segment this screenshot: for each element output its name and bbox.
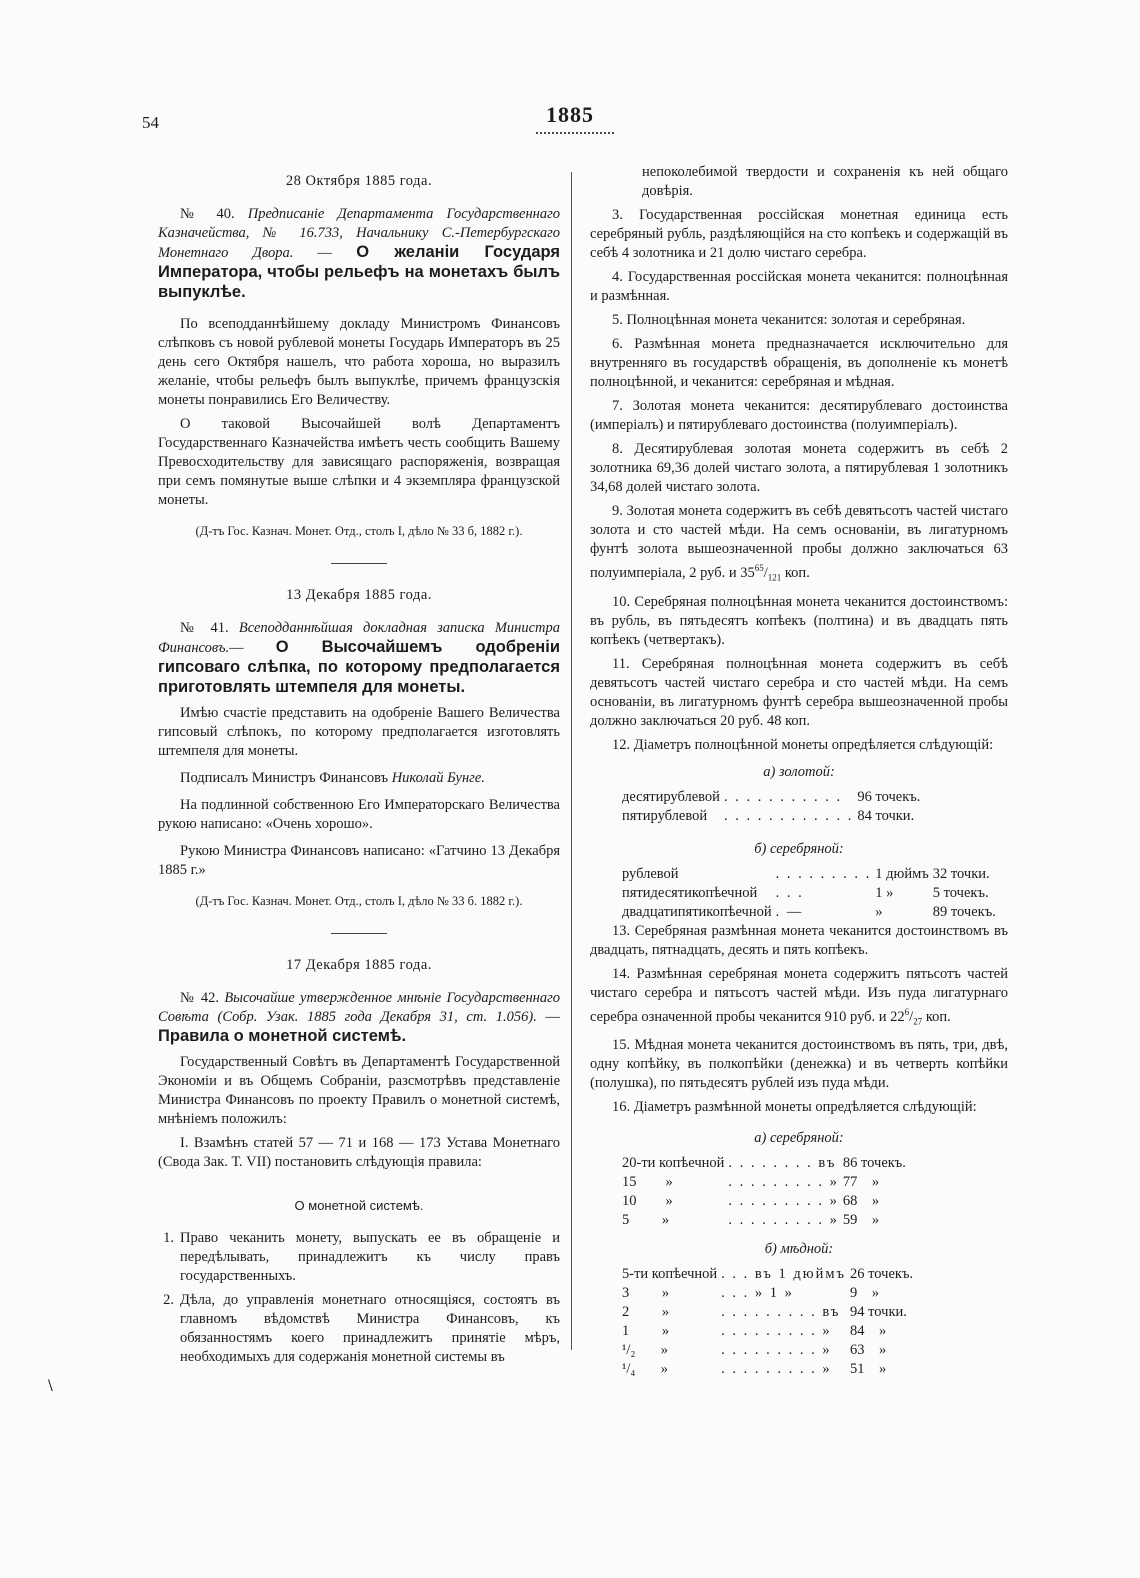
item-text: Право чеканить монету, выпускать ее въ обращеніе и передѣлывать, принадлежитъ къ числу правъ государственныхъ. [180,1230,560,1284]
cell: 5 » [622,1212,670,1229]
cell: 84 точки. [857,807,915,824]
subheading-copper: б) мѣдной: [764,1241,834,1258]
cell: . . . . . . . . . . . . [723,807,854,824]
cell: 10 » [622,1193,673,1210]
cell: . . . . . . . . . [775,865,872,882]
subheading-gold: а) золотой: [763,763,835,780]
text: 9. Золотая монета содержитъ въ себѣ девятьсотъ частей чистаго золота и сто частей мѣди. На семъ основаніи, въ лигатурномъ фунтѣ золота вышеозначенной пробы должно заключаться 63 полуимперіала, 2 руб. и 35 [590,503,1008,581]
cell: 63 » [850,1342,887,1359]
cell: 5-ти копѣечной [622,1266,718,1283]
table-row [620,1303,915,1322]
cell: 77 » [842,1174,880,1191]
item-number: 1. [163,1230,174,1246]
silver-small-diameter-table [620,1154,908,1230]
paragraph: 16. Діаметръ размѣнной монеты опредѣляется слѣдующій: [612,1099,977,1116]
doc-headline: Правила о монетной системѣ. [158,1027,407,1045]
cell: 20-ти копѣечной [622,1155,725,1172]
doc-headline: О Высочайшемъ одобреніи гипсоваго слѣпка, по которому предполагается приготовлять штемпеля для монеты. [158,638,560,696]
cell: . . . . . . . . . » [728,1193,839,1210]
paragraph: Государственный Совѣтъ въ Департаментѣ Государственной Экономіи и въ Общемъ Собраніи, разсмотрѣвъ представленіе Министра Финансовъ по проекту Правилъ о монетной системѣ, мнѣніемъ положилъ: [158,1054,560,1127]
cell: . . . . . . . . въ [728,1155,837,1172]
dash: — [293,245,357,261]
table-row [620,1192,908,1211]
item-text: Дѣла, до управленія монетнаго относящіяся, состоятъ въ главномъ вѣдомствѣ Министра Финансовъ, къ обязанностямъ коего принадлежитъ принятіе мѣръ, необходимыхъ для содержанія монетной системы въ [180,1292,560,1365]
paragraph: 12. Діаметръ полноцѣнной монеты опредѣляется слѣдующій: [612,736,994,753]
cell: рублевой [622,865,679,882]
paragraph: На подлинной собственною Его Императорскаго Величества рукою написано: «Очень хорошо». [158,797,560,832]
cell: 15 » [622,1174,673,1191]
paragraph: 3. Государственная россійская монетная единица есть серебряный рубль, раздѣляющійся на сто копѣекъ и содержащій въ себѣ 4 золотника и 21 долю чистаго серебра. [590,207,1008,261]
signature-line [158,769,560,788]
paragraph: 5. Полноцѣнная монета чеканится: золотая и серебряная. [612,312,966,328]
section-heading: О монетной системѣ. [294,1198,424,1213]
table-row [620,884,998,903]
silver-diameter-table [620,865,998,922]
paragraph: 6. Размѣнная монета предназначается исключительно для внутренняго въ государствѣ обращенія, въ дополненіе къ монетѣ полноцѣнной, и чеканится: серебряная и мѣдная. [590,336,1008,390]
cell: . . . » 1 » [721,1285,794,1302]
cell: . — [775,903,804,920]
paragraph: 13. Серебряная размѣнная монета чеканится достоинствомъ въ двадцать, пятнадцать, десять и пять копѣекъ. [590,922,1008,958]
cell: 84 » [850,1323,887,1340]
paragraph: 14. Размѣнная серебряная монета содержитъ пятьсотъ частей чистаго серебра и пятьсотъ частей мѣди. Изъ пуда лигатурнаго серебра означенной пробы чеканится 910 руб. и $22^6/_{27}$ коп. [590,965,1008,1027]
text: коп. [781,564,810,581]
text: 14. Размѣнная серебряная монета содержитъ пятьсотъ частей чистаго серебра и пятьсотъ частей мѣди. Изъ пуда лигатурнаго серебра означенной пробы чеканится 910 руб. и 22 [590,965,1008,1025]
cell: 96 точекъ. [857,788,921,805]
cell: пятирублевой [622,807,708,824]
cell: . . . . . . . . . » [728,1212,839,1229]
continued-text: непоколебимой твердости и сохраненія къ ней общаго довѣрія. [642,164,1008,199]
copper-diameter-table [620,1265,915,1379]
cell: . . . . . . . . . . . [723,788,843,805]
fraction-numerator: 6 [904,1006,910,1017]
subheading-silver-small: а) серебряной: [754,1130,844,1147]
cell: двадцатипятикопѣечной [622,903,772,920]
dash: — [229,640,276,656]
fraction-denominator: 121 [767,572,782,583]
paragraph: Рукою Министра Финансовъ написано: «Гатчино 13 Декабря 1885 г.» [158,843,560,878]
doc-number: № 42. [180,990,219,1006]
paragraph: Имѣю счастіе представить на одобреніе Вашего Величества гипсовый слѣпокъ, по которому предполагается изготовлять штемпеля для монеты. [158,705,560,759]
doc-title-italic: Всеподданнѣйшая докладная записка Министра Финансовъ. [158,620,560,656]
separator-rule [331,563,387,564]
table-row [620,1341,915,1360]
table-row [620,1322,915,1341]
cell: . . . . . . . . . » [721,1361,832,1378]
cell: . . . . . . . . . » [728,1174,839,1191]
subheading-silver: б) серебряной: [754,840,844,857]
page-number: 54 [142,113,159,132]
table-row [620,1173,908,1192]
column-divider [571,172,572,1350]
archive-reference: (Д-тъ Гос. Казнач. Монет. Отд., столъ I, дѣло № 33 б, 1882 г.). [195,524,523,538]
separator-rule [331,933,387,934]
item-number: 2. [163,1292,174,1308]
cell: . . . . . . . . . » [721,1323,832,1340]
date-heading: 13 Декабря 1885 года. [286,587,432,603]
table-row [620,788,922,807]
table-row [620,1284,915,1303]
date-heading: 28 Октября 1885 года. [285,173,433,189]
numbered-item [158,1291,560,1367]
doc-title-italic: Предписаніе Департамента Государственнаго Казначейства, № 16.733, Начальнику С.-Петербургскаго Монетнаго Двора. [158,206,561,261]
signed-name: Николай Бунге. [391,770,485,786]
year-underline-ornament [536,130,614,134]
date-heading: 17 Декабря 1885 года. [286,957,432,973]
dash: — [536,1009,561,1025]
fraction-numerator: 65 [754,563,764,573]
doc-number: № 41. [180,620,229,636]
document-42-title [158,989,560,1047]
cell: 5 точекъ. [932,884,989,901]
paragraph: 8. Десятирублевая золотая монета содержитъ въ себѣ 2 золотника 69,36 долей чистаго золота, а пятирублевая 1 золотникъ 34,68 долей чистаго золота. [590,441,1008,495]
cell: 9 » [850,1285,880,1302]
cell: 32 точки. [932,865,990,882]
fraction-denominator: 27 [913,1016,923,1027]
paragraph: По всеподданнѣйшему докладу Министромъ Финансовъ слѣпковъ съ новой рублевой монеты Государь Императоръ въ 25 день сего Октября нашелъ, что работа хороша, но выразилъ желаніе, чтобы рельефъ былъ выпуклѣе, причемъ французскія монеты понравились Его Величеству. [158,316,560,408]
cell: 2 » [622,1304,670,1321]
text: коп. [922,1008,951,1025]
left-column [158,168,560,1372]
paragraph: 4. Государственная россійская монета чеканится: полноцѣнная и размѣнная. [590,269,1008,304]
paragraph: 10. Серебряная полноцѣнная монета чеканится достоинствомъ: въ рубль, въ пятьдесятъ копѣекъ (полтина) и въ двадцать пять копѣекъ (четвертакъ). [590,593,1008,648]
cell: 1 » [875,884,894,901]
table-row [620,865,998,884]
cell: ¹/₄ » [622,1361,669,1378]
paragraph: 9. Золотая монета содержитъ въ себѣ девятьсотъ частей чистаго золота и сто частей мѣди. На семъ основаніи, въ лигатурномъ фунтѣ золота вышеозначенной пробы должно заключаться 63 полуимперіала, 2 руб. и $35^{65}/_{121}$ коп. [590,503,1008,583]
cell: ¹/₂ » [622,1342,669,1359]
table-row [620,1211,908,1230]
table-row [620,807,922,826]
signed-prefix: Подписалъ Министръ Финансовъ [180,770,392,786]
gold-diameter-table [620,788,922,826]
right-column [590,163,1008,1379]
cell: 94 точки. [850,1304,907,1321]
scan-speck: \ [48,1378,53,1394]
table-row [620,1265,915,1284]
cell: » [875,903,883,920]
paragraph: I. Взамѣнъ статей 57 — 71 и 168 — 173 Устава Монетнаго (Свода Зак. Т. VII) постановить слѣдующія правила: [158,1135,560,1170]
cell: десятирублевой [622,788,720,805]
paragraph: 11. Серебряная полноцѣнная монета содержитъ въ себѣ девятьсотъ частей чистаго серебра и сто частей мѣди. На семъ основаніи, въ лигатурномъ фунтѣ серебра вышеозначенной пробы должно заключаться 20 руб. 48 коп. [590,655,1008,729]
table-row [620,1154,908,1173]
cell: 86 точекъ. [842,1155,906,1172]
cell: . . . . . . . . . въ [721,1304,841,1321]
cell: 68 » [842,1193,880,1210]
doc-number: № 40. [180,206,235,222]
cell: 89 точекъ. [932,903,996,920]
cell: . . . въ 1 дюймъ [721,1266,847,1283]
numbered-item [158,1229,560,1286]
cell: . . . [775,884,804,901]
doc-headline: О желаніи Государя Императора, чтобы рельефъ на монетахъ былъ выпуклѣе. [158,243,560,301]
page-year-heading: 1885 [546,102,594,127]
paragraph: О таковой Высочайшей волѣ Департаментъ Государственнаго Казначейства имѣетъ честь сообщить Вашему Превосходительству для зависящаго распоряженія, возвращая при семъ помянутые выше слѣпки и 4 экземпляра французской монеты. [158,416,560,508]
document-41-title [158,619,560,698]
cell: . . . . . . . . . » [721,1342,832,1359]
document-40-title [158,205,560,303]
paragraph: 7. Золотая монета чеканится: десятирублеваго достоинства (имперіалъ) и пятирублеваго достоинства (полуимперіалъ). [590,398,1008,433]
cell: 1 дюймъ [875,865,929,882]
archive-reference: (Д-тъ Гос. Казнач. Монет. Отд., столъ I, дѣло № 33 б. 1882 г.). [195,894,523,908]
cell: пятидесятикопѣечной [622,884,758,901]
table-row [620,903,998,922]
cell: 26 точекъ. [850,1266,914,1283]
cell: 59 » [842,1212,880,1229]
cell: 3 » [622,1285,670,1302]
cell: 51 » [850,1361,887,1378]
cell: 1 » [622,1323,670,1340]
paragraph: 15. Мѣдная монета чеканится достоинствомъ въ пять, три, двѣ, одну копѣйку, въ полкопѣйки (денежка) и въ четверть копѣйки (полушка), по пятьдесятъ рублей изъ пуда мѣди. [590,1037,1008,1092]
doc-title-italic: Высочайше утвержденное мнѣніе Государственнаго Совѣта (Собр. Узак. 1885 года Декабря 31, ст. 1.056). [158,990,561,1025]
table-row [620,1360,915,1379]
